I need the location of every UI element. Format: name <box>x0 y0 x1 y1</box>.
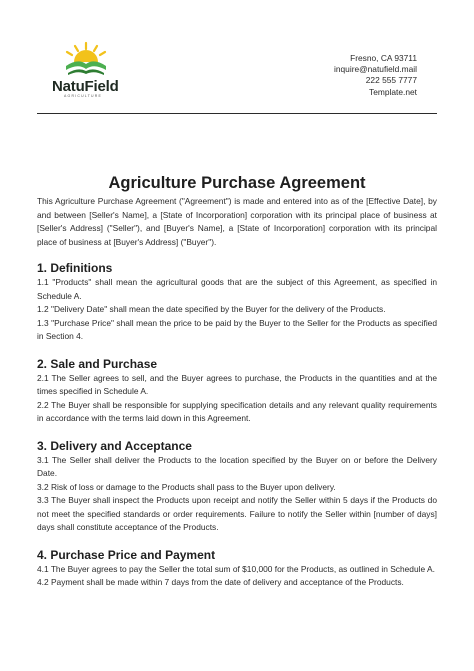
contact-city: Fresno, CA 93711 <box>350 53 417 63</box>
section-heading: 3. Delivery and Acceptance <box>37 438 192 453</box>
section-delivery-and-acceptance <box>37 438 437 535</box>
section-heading: 1. Definitions <box>37 261 113 275</box>
section-heading: 4. Purchase Price and Payment <box>37 547 216 562</box>
clause: 2.1 The Seller agrees to sell, and the Buyer agrees to purchase, the Products in the quantities and at the times specified in Schedule A. <box>37 372 437 396</box>
contact-email: inquire@natufield.mail <box>334 64 417 75</box>
clause: 3.1 The Seller shall deliver the Products to the location specified by the Buyer on or before the Delivery Date. <box>37 454 437 478</box>
clause: 4.2 Payment shall be made within 7 days from the date of delivery and acceptance of the Products. <box>37 577 404 587</box>
sun-field-icon <box>60 40 112 76</box>
section-definitions <box>37 260 437 344</box>
section-sale-and-purchase <box>37 356 437 426</box>
clause: 1.2 "Delivery Date" shall mean the date specified by the Buyer for the delivery of the Products. <box>37 304 386 314</box>
clause: 1.3 "Purchase Price" shall mean the price to be paid by the Buyer to the Seller for the Products as specified in Section 4. <box>37 317 437 341</box>
section-purchase-price-and-payment <box>37 547 437 590</box>
contact-block <box>334 53 417 98</box>
brand-tagline: AGRICULTURE <box>64 94 103 98</box>
company-logo <box>52 40 132 98</box>
clause: 3.2 Risk of loss or damage to the Products shall pass to the Buyer upon delivery. <box>37 481 336 492</box>
contact-phone: 222 555 7777 <box>365 75 417 86</box>
clause: 3.3 The Buyer shall inspect the Products upon receipt and notify the Seller within 5 days if the Products do not meet the specified standards or order requirements. Failure to notify the Seller within [number of days] days shall constitute acceptance of the Products. <box>37 495 437 532</box>
header-divider <box>37 113 437 114</box>
clause: 1.1 "Products" shall mean the agricultural goods that are the subject of this Agreement, as specified in Schedule A. <box>37 277 437 301</box>
section-heading: 2. Sale and Purchase <box>37 356 158 371</box>
brand-name: NatuField <box>52 78 119 95</box>
document-content <box>37 195 437 602</box>
clause: 4.1 The Buyer agrees to pay the Seller the total sum of $10,000 for the Products, as outlined in Schedule A. <box>37 563 435 574</box>
contact-website: Template.net <box>369 86 417 97</box>
document-title: Agriculture Purchase Agreement <box>108 174 366 192</box>
intro-paragraph: This Agriculture Purchase Agreement ("Agreement") is made and entered into as of the [Effective Date], by and between [Seller's Name], a [State of Incorporation] corporation with its principal place of business at [Seller's Address] ("Seller"), and [Buyer's Name], a [State of Incorporation] corporation with its principal place of business at [Buyer's Address] ("Buyer"). <box>37 196 437 247</box>
clause: 2.2 The Buyer shall be responsible for supplying specification details and any relevant quality requirements in accordance with the terms laid down in this Agreement. <box>37 399 437 423</box>
